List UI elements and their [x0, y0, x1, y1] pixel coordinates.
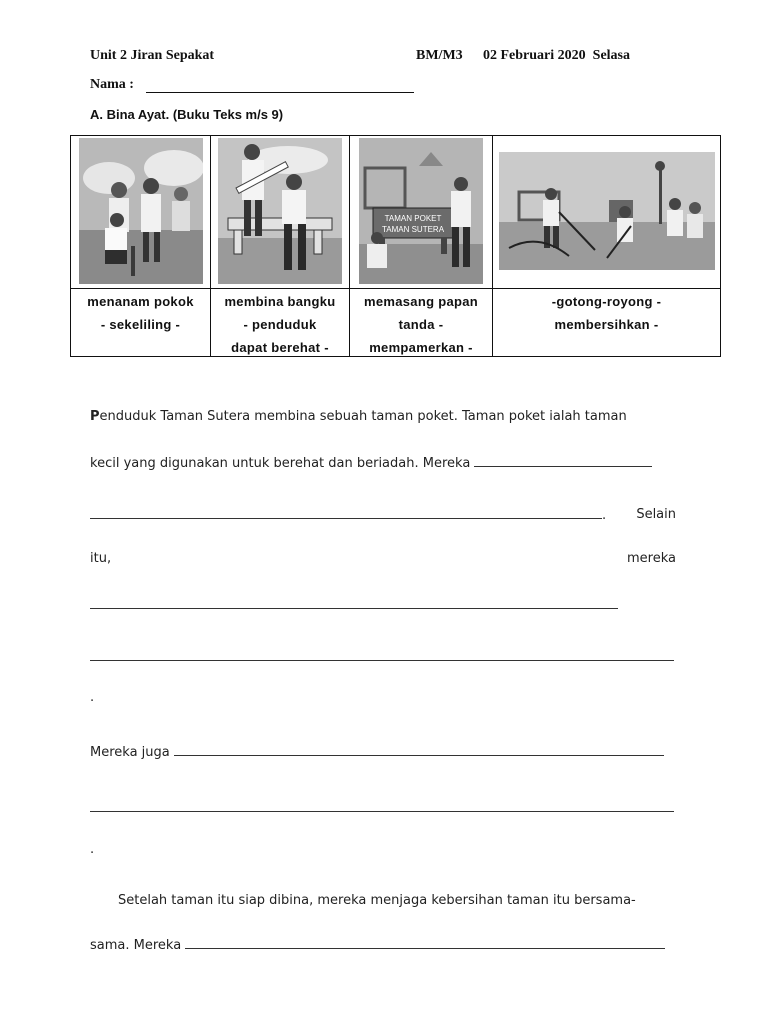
caption-1-line-2: - sekeliling -: [100, 317, 181, 332]
passage-line-10: [90, 842, 676, 857]
caption-1-line-1: menanam pokok: [87, 294, 194, 309]
picture-table: [70, 135, 721, 357]
name-label: Nama :: [90, 77, 134, 92]
mereka-word: mereka: [627, 551, 676, 566]
answer-blank-3[interactable]: [90, 597, 618, 609]
caption-2-line-1: membina bangku: [224, 294, 336, 309]
caption-cell-2: [211, 289, 350, 357]
passage-text-4: sama. Mereka: [90, 938, 182, 953]
passage-line-2: [90, 455, 676, 471]
caption-2-line-2: - penduduk: [243, 317, 317, 332]
caption-4-line-1: -gotong-royong -: [551, 294, 662, 309]
picture-cell-2: [211, 136, 350, 289]
passage-line-12: [90, 937, 676, 953]
unit-title: Unit 2 Jiran Sepakat: [90, 48, 215, 63]
caption-3-line-1: memasang papan: [363, 294, 478, 309]
park-sign-picture: [359, 138, 483, 284]
bench-picture: [218, 138, 342, 284]
passage-text-3: Setelah taman itu siap dibina, mereka menjaga kebersihan taman itu bersama-: [118, 893, 636, 908]
passage-text-2: kecil yang digunakan untuk berehat dan beriadah. Mereka: [90, 456, 471, 471]
answer-blank-6[interactable]: [90, 800, 674, 812]
caption-cell-4: [493, 289, 721, 357]
itu-word: itu,: [90, 551, 112, 566]
date-text: 02 Februari 2020 Selasa: [483, 48, 630, 63]
caption-cell-1: [71, 289, 211, 357]
cleaning-picture: [499, 152, 715, 270]
passage-line-7: [90, 690, 676, 705]
caption-3-line-3: mempamerkan -: [369, 340, 473, 355]
passage-line-6: [90, 649, 676, 665]
answer-blank-2[interactable]: [90, 507, 602, 519]
name-field[interactable]: [146, 92, 414, 93]
planting-picture: [79, 138, 203, 284]
caption-cell-3: [350, 289, 493, 357]
selain-word: Selain: [636, 507, 676, 522]
picture-cell-4: [493, 136, 721, 289]
passage-text-1: enduduk Taman Sutera membina sebuah taman poket. Taman poket ialah taman: [99, 409, 627, 424]
answer-blank-7[interactable]: [185, 937, 665, 949]
sign-line-2: TAMAN SUTERA: [381, 225, 445, 234]
passage-line-9: [90, 800, 676, 816]
picture-cell-3: [350, 136, 493, 289]
caption-2-line-3: dapat berehat -: [231, 340, 329, 355]
passage-line-11: [90, 893, 676, 908]
caption-4-line-2: membersihkan -: [554, 317, 659, 332]
drop-letter: P: [90, 409, 100, 424]
mereka-juga-text: Mereka juga: [90, 745, 170, 760]
answer-blank-4[interactable]: [90, 649, 674, 661]
passage-line-5: [90, 597, 676, 613]
section-title: A. Bina Ayat. (Buku Teks m/s 9): [90, 107, 284, 122]
answer-blank-1[interactable]: [474, 455, 652, 467]
caption-3-line-2: tanda -: [398, 317, 444, 332]
sign-line-1: TAMAN POKET: [384, 214, 442, 223]
picture-cell-1: [71, 136, 211, 289]
passage-line-1: [90, 409, 676, 424]
full-stop: .: [602, 508, 607, 523]
passage-line-8: [90, 744, 676, 760]
passage-line-4: [90, 551, 676, 566]
dot-1: .: [90, 690, 95, 705]
passage-line-3: [90, 507, 676, 523]
dot-2: .: [90, 842, 95, 857]
subject-code: BM/M3: [416, 48, 463, 63]
answer-blank-5[interactable]: [174, 744, 664, 756]
